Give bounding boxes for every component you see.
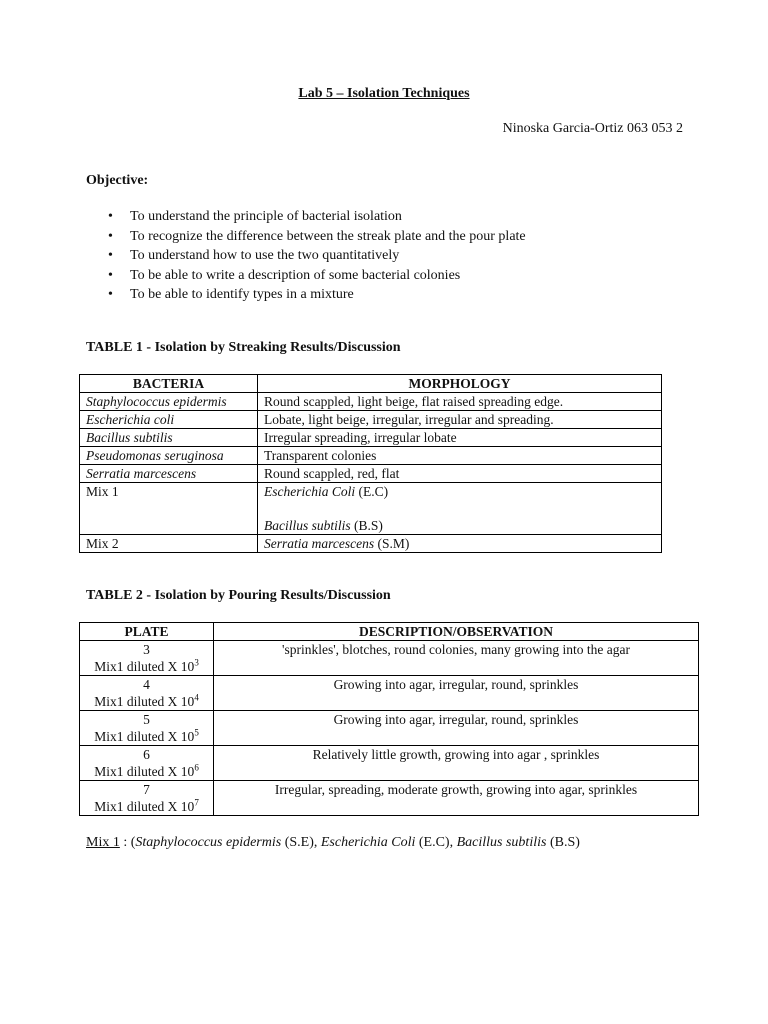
table-row — [80, 447, 662, 465]
table-row-mix1 — [80, 483, 662, 535]
species-abbr: (E.C) — [355, 484, 389, 499]
description-cell: Irregular, spreading, moderate growth, growing into agar, sprinkles — [214, 781, 699, 816]
mix-note-label: Mix 1 — [86, 835, 120, 850]
morphology-cell: Round scappled, light beige, flat raised spreading edge. — [258, 393, 662, 411]
plate-number: 7 — [143, 782, 150, 797]
species-name: Escherichia Coli — [320, 835, 416, 850]
plate-dilution — [86, 763, 207, 780]
objective-item: • To be able to identify types in a mixture — [108, 285, 526, 305]
morphology-cell: Irregular spreading, irregular lobate — [258, 429, 662, 447]
table-row — [80, 781, 699, 816]
description-cell: Relatively little growth, growing into agar , sprinkles — [214, 746, 699, 781]
streaking-results-table — [79, 374, 662, 553]
dilution-exponent: 4 — [194, 692, 199, 703]
description-cell: Growing into agar, irregular, round, sprinkles — [214, 676, 699, 711]
bacteria-cell: Pseudomonas seruginosa — [80, 447, 258, 465]
morphology-cell: Lobate, light beige, irregular, irregular and spreading. — [258, 411, 662, 429]
plate-number: 3 — [143, 642, 150, 657]
mix1-line1 — [264, 484, 388, 499]
objectives-list — [108, 207, 526, 305]
pouring-results-table — [79, 622, 699, 816]
table-row-mix2 — [80, 535, 662, 553]
plate-cell — [80, 641, 214, 676]
species-name: Staphylococcus epidermis — [135, 835, 282, 850]
table-row — [80, 429, 662, 447]
mix-note-sep: : ( — [119, 835, 136, 850]
document-title: Lab 5 – Isolation Techniques — [298, 86, 470, 101]
plate-dilution — [86, 658, 207, 675]
table-header-row — [80, 623, 699, 641]
table-row — [80, 393, 662, 411]
species-name: Bacillus subtilis — [264, 518, 351, 533]
description-cell: Growing into agar, irregular, round, sprinkles — [214, 711, 699, 746]
column-header-plate: PLATE — [80, 623, 214, 641]
species-abbr: (B.S) — [546, 835, 580, 850]
mix1-morphology — [258, 483, 662, 535]
mix1-note — [86, 835, 580, 851]
dilution-exponent: 6 — [194, 762, 199, 773]
dilution-exponent: 3 — [194, 657, 199, 668]
species-abbr: (S.E), — [281, 835, 321, 850]
dilution-exponent: 7 — [194, 797, 199, 808]
bacteria-cell: Bacillus subtilis — [80, 429, 258, 447]
species-name: Bacillus subtilis — [456, 835, 547, 850]
table-row — [80, 676, 699, 711]
plate-dilution — [86, 728, 207, 745]
mix1-label: Mix 1 — [80, 483, 258, 535]
table2-heading: TABLE 2 - Isolation by Pouring Results/Discussion — [86, 588, 391, 603]
plate-dilution — [86, 798, 207, 815]
dilution-prefix: Mix1 diluted X 10 — [94, 659, 195, 674]
plate-dilution — [86, 693, 207, 710]
species-abbr: (E.C), — [415, 835, 457, 850]
column-header-bacteria: BACTERIA — [80, 375, 258, 393]
dilution-prefix: Mix1 diluted X 10 — [94, 799, 195, 814]
table-header-row — [80, 375, 662, 393]
column-header-description: DESCRIPTION/OBSERVATION — [214, 623, 699, 641]
table-row — [80, 411, 662, 429]
plate-cell — [80, 711, 214, 746]
table1-heading: TABLE 1 - Isolation by Streaking Results/Discussion — [86, 340, 401, 355]
dilution-prefix: Mix1 diluted X 10 — [94, 764, 195, 779]
bacteria-cell: Escherichia coli — [80, 411, 258, 429]
plate-number: 5 — [143, 712, 150, 727]
author-line: Ninoska Garcia-Ortiz 063 053 2 — [502, 121, 683, 136]
objective-item: • To recognize the difference between the streak plate and the pour plate — [108, 227, 526, 247]
morphology-cell: Round scappled, red, flat — [258, 465, 662, 483]
bacteria-cell: Staphylococcus epidermis — [80, 393, 258, 411]
mix2-label: Mix 2 — [80, 535, 258, 553]
bacteria-cell: Serratia marcescens — [80, 465, 258, 483]
morphology-cell: Transparent colonies — [258, 447, 662, 465]
objective-heading: Objective: — [86, 173, 149, 188]
plate-cell — [80, 746, 214, 781]
dilution-prefix: Mix1 diluted X 10 — [94, 729, 195, 744]
mix2-morphology — [258, 535, 662, 553]
dilution-prefix: Mix1 diluted X 10 — [94, 694, 195, 709]
species-name: Escherichia Coli — [264, 484, 356, 499]
plate-cell — [80, 781, 214, 816]
mix1-line2 — [264, 517, 655, 534]
plate-number: 4 — [143, 677, 150, 692]
species-abbr: (B.S) — [350, 518, 383, 533]
objective-item: • To understand how to use the two quantitatively — [108, 246, 526, 266]
plate-number: 6 — [143, 747, 150, 762]
column-header-morphology: MORPHOLOGY — [258, 375, 662, 393]
table-row — [80, 465, 662, 483]
species-name: Serratia marcescens — [264, 536, 375, 551]
table-row — [80, 711, 699, 746]
table-row — [80, 641, 699, 676]
dilution-exponent: 5 — [194, 727, 199, 738]
table-row — [80, 746, 699, 781]
description-cell: 'sprinkles', blotches, round colonies, many growing into the agar — [214, 641, 699, 676]
objective-item: • To be able to write a description of some bacterial colonies — [108, 266, 526, 286]
objective-item: • To understand the principle of bacterial isolation — [108, 207, 526, 227]
plate-cell — [80, 676, 214, 711]
species-abbr: (S.M) — [374, 536, 410, 551]
